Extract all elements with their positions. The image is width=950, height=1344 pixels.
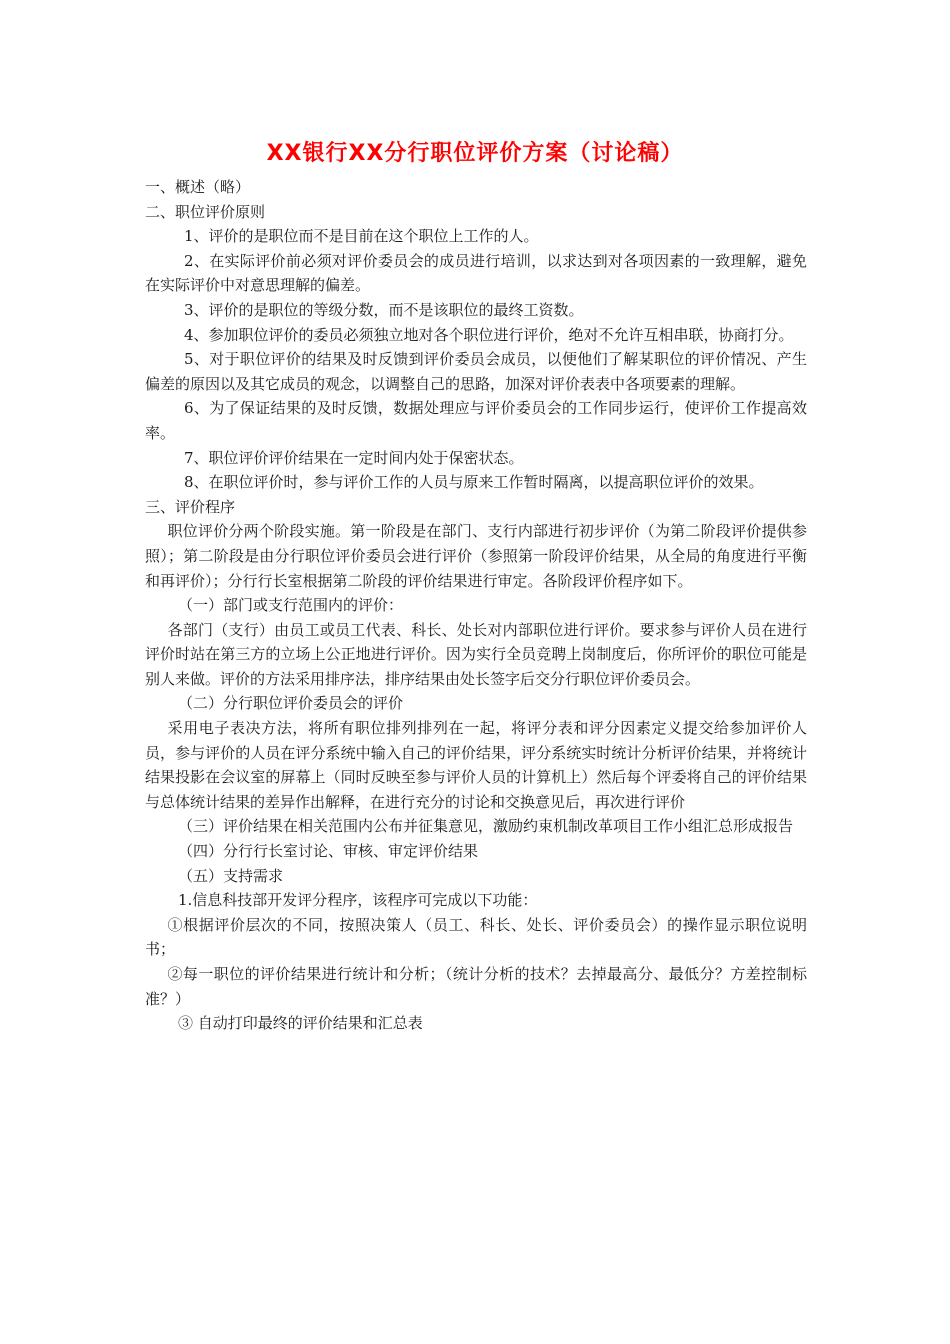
paragraph: （一）部门或支行范围内的评价： bbox=[178, 596, 404, 615]
paragraph: 5、对于职位评价的结果及时反馈到评价委员会成员，以便他们了解某职位的评价情况、产生偏差的原因以及其它成员的观念，以调整自己的思路，加深对评价表表中各项要素的理解。 bbox=[145, 350, 807, 393]
paragraph: 8、在职位评价时，参与评价工作的人员与原来工作暂时隔离，以提高职位评价的效果。 bbox=[184, 473, 764, 492]
paragraph: （三）评价结果在相关范围内公布并征集意见，激励约束机制改革项目工作小组汇总形成报告 bbox=[178, 817, 794, 836]
paragraph: 各部门（支行）由员工或员工代表、科长、处长对内部职位进行评价。要求参与评价人员在进行评价时站在第三方的立场上公正地进行评价。因为实行全员竞聘上岗制度后，你所评价的职位可能是别人来做。评价的方法采用排序法，排序结果由处长签字后交分行职位评价委员会。 bbox=[145, 620, 807, 688]
paragraph: 3、评价的是职位的等级分数，而不是该职位的最终工资数。 bbox=[184, 300, 584, 319]
section-heading: 三、评价程序 bbox=[145, 497, 236, 516]
document-title: XX银行XX分行职位评价方案（讨论稿） bbox=[266, 141, 684, 166]
paragraph: 7、职位评价评价结果在一定时间内处于保密状态。 bbox=[184, 448, 524, 467]
paragraph: 6、为了保证结果的及时反馈，数据处理应与评价委员会的工作同步运行，使评价工作提高效率。 bbox=[145, 399, 807, 442]
section-heading: 一、概述（略） bbox=[145, 178, 251, 196]
paragraph: 职位评价分两个阶段实施。第一阶段是在部门、支行内部进行初步评价（为第二阶段评价提供参照）；第二阶段是由分行职位评价委员会进行评价（参照第一阶段评价结果，从全局的角度进行平衡和再评价）；分行行长室根据第二阶段的评价结果进行审定。各阶段评价程序如下。 bbox=[145, 522, 807, 590]
paragraph: ②每一职位的评价结果进行统计和分析；（统计分析的技术？去掉最高分、最低分？方差控制标准？） bbox=[145, 965, 807, 1008]
paragraph: （四）分行行长室讨论、审核、审定评价结果 bbox=[178, 842, 479, 861]
document-body bbox=[145, 175, 807, 1036]
paragraph: （五）支持需求 bbox=[178, 866, 284, 885]
paragraph: 1.信息科技部开发评分程序，该程序可完成以下功能： bbox=[178, 891, 538, 910]
paragraph: 4、参加职位评价的委员必须独立地对各个职位进行评价，绝对不允许互相串联，协商打分。 bbox=[184, 325, 794, 344]
paragraph: ①根据评价层次的不同，按照决策人（员工、科长、处长、评价委员会）的操作显示职位说明书； bbox=[145, 915, 807, 959]
paragraph: ③ 自动打印最终的评价结果和汇总表 bbox=[178, 1014, 423, 1033]
paragraph: （二）分行职位评价委员会的评价 bbox=[178, 694, 404, 713]
paragraph: 2、在实际评价前必须对评价委员会的成员进行培训，以求达到对各项因素的一致理解，避免在实际评价中对意思理解的偏差。 bbox=[145, 251, 807, 295]
paragraph: 1、评价的是职位而不是目前在这个职位上工作的人。 bbox=[184, 227, 539, 246]
section-heading: 二、职位评价原则 bbox=[145, 202, 266, 221]
paragraph: 采用电子表决方法，将所有职位排列排列在一起，将评分表和评分因素定义提交给参加评价人员，参与评价的人员在评分系统中输入自己的评价结果，评分系统实时统计分析评价结果，并将统计结果投影在会议室的屏幕上（同时反映至参与评价人员的计算机上）然后每个评委将自己的评价结果与总体统计结果的差异作出解释，在进行充分的讨论和交换意见后，再次进行评价 bbox=[145, 719, 807, 811]
